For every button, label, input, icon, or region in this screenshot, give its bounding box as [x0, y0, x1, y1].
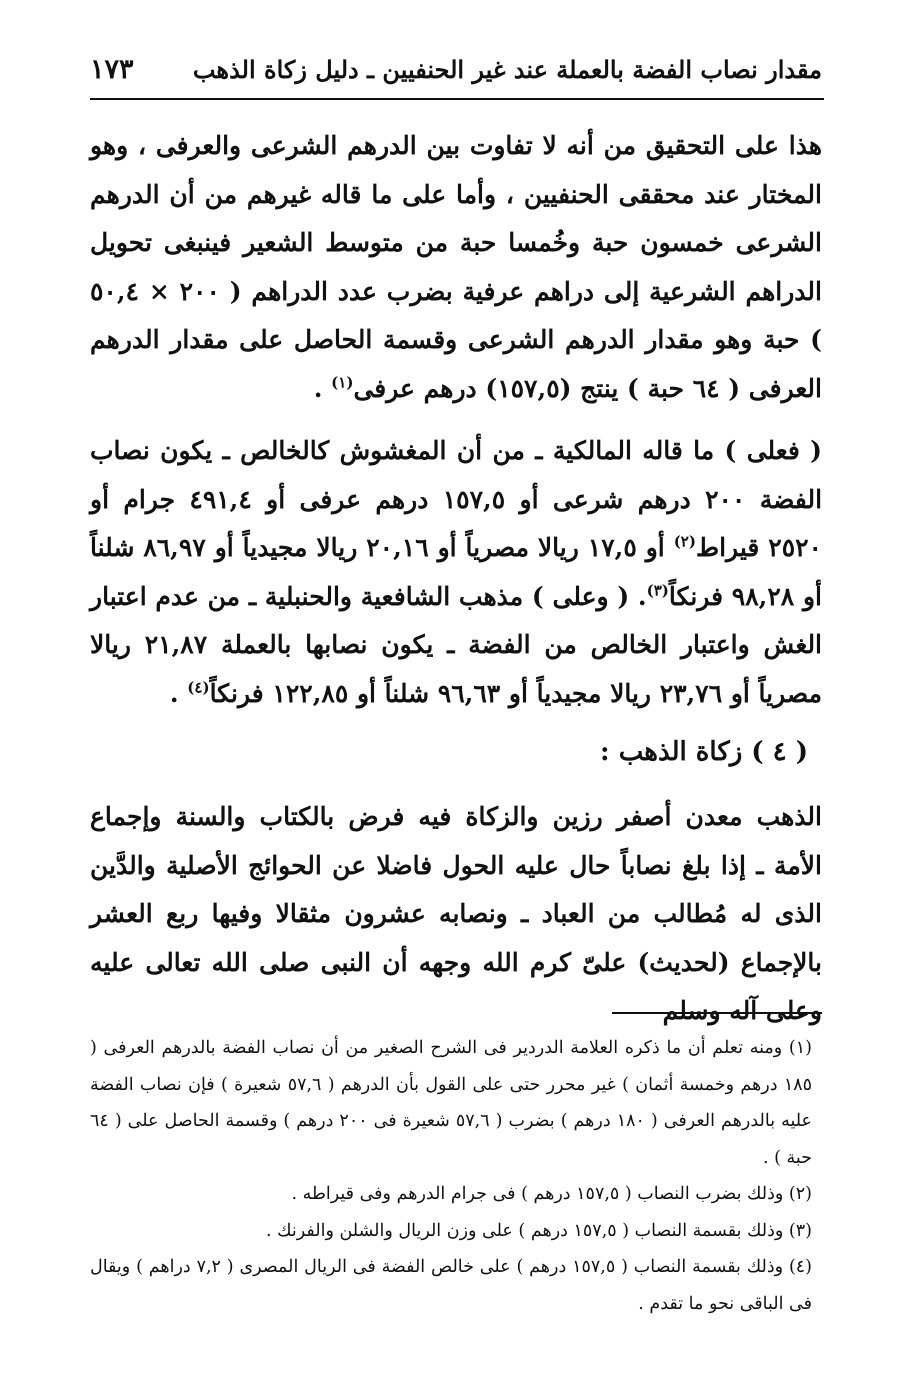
paragraph-silver-nisab [90, 427, 822, 718]
paragraph-gold-zakat [90, 793, 822, 1036]
footnote-ref-4[interactable]: (٤) [187, 678, 210, 697]
footnote-ref-3[interactable]: (٣) [646, 581, 669, 600]
footnote-3: (٣) وذلك بقسمة النصاب ( ١٥٧,٥ درهم ) على وزن الريال والشلن والفرنك . [266, 1220, 812, 1241]
paragraph-text [90, 427, 822, 718]
paragraph-body: هذا على التحقيق من أنه لا تفاوت بين الدرهم الشرعى والعرفى ، وهو المختار عند محققى الحنفيين ، وأما على ما قاله غيرهم من أن الدرهم الشرعى خمسون حبة وخُمسا حبة من متوسط الشعير فينبغى تحويل الدراهم الشرعية إلى دراهم عرفية بضرب عدد الدراهم ( ٢٠٠ × ٥٠,٤ ) حبة وهو مقدار الدرهم الشرعى وقسمة الحاصل على مقدار الدرهم العرفى ( ٦٤ حبة ) ينتج (١٥٧,٥) درهم عرفى [90, 131, 822, 403]
header-rule [90, 98, 824, 100]
header-title: مقدار نصاب الفضة بالعملة عند غير الحنفيين ـ دليل زكاة الذهب [192, 54, 822, 84]
paragraph-dirham-conversion [90, 122, 822, 413]
footnotes [90, 1030, 820, 1322]
paragraph-text: الذهب معدن أصفر رزين والزكاة فيه فرض بالكتاب والسنة وإجماع الأمة ـ إذا بلغ نصاباً حال عليه الحول فاضلا عن الحوائج الأصلية والدَّين الذى له مُطالب من العباد ـ ونصابه عشرون مثقالا وفيها ربع العشر بالإجماع (لحديث) علىّ كرم الله وجهه أن النبى صلى الله تعالى عليه وعلى آله وسلم [90, 802, 822, 1025]
paragraph-text [90, 122, 822, 413]
footnote-ref-2[interactable]: (٢) [673, 532, 696, 551]
page-number: ١٧٣ [90, 53, 134, 85]
paragraph-body-a: ( فعلى ) ما قاله المالكية ـ من أن المغشوش كالخالص ـ يكون نصاب الفضة ٢٠٠ درهم شرعى أو ١٥٧,٥ درهم عرفى أو ٤٩١,٤ جرام أو ٢٥٢٠ قيراط [90, 436, 823, 562]
footnote-separator [612, 1012, 822, 1014]
footnote-2: (٢) وذلك بضرب النصاب ( ١٥٧,٥ درهم ) فى جرام الدرهم وفى قيراطه . [291, 1184, 812, 1204]
footnote-4: (٤) وذلك بقسمة النصاب ( ١٥٧,٥ درهم ) على خالص الفضة فى الريال المصرى ( ٧,٢ دراهم ) ويقال فى الباقى نحو ما تقدم . [90, 1257, 812, 1314]
paragraph-end: . [313, 373, 332, 403]
paragraph-body-b: أو ١٧,٥ ريالا مصرياً أو ٢٠,١٦ ريالا مجيدياً أو ٨٦,٩٧ شلناً أو ٩٨,٢٨ فرنكاً [90, 533, 822, 611]
section-heading-gold-zakat: ( ٤ ) زكاة الذهب : [600, 737, 808, 767]
paragraph-end: . [169, 678, 188, 708]
footnote-ref-1[interactable]: (١) [331, 373, 354, 392]
paragraph-body-c: . ( وعلى ) مذهب الشافعية والحنبلية ـ من عدم اعتبار الغش واعتبار الخالص من الفضة ـ يكون نصابها بالعملة ٢١,٨٧ ريالا مصرياً أو ٢٣,٧٦ ريالا مجيدياً أو ٩٦,٦٣ شلناً أو ١٢٢,٨٥ فرنكاً [90, 581, 823, 708]
running-header [90, 46, 822, 92]
footnote-1: (١) ومنه تعلم أن ما ذكره العلامة الدردير فى الشرح الصغير من أن نصاب الفضة بالدرهم العرفى ( ١٨٥ درهم وخمسة أثمان ) غير محرر حتى على القول بأن الدرهم ( ٥٧,٦ شعيرة ) فإن نصاب الفضة عليه بالدرهم العرفى ( ١٨٠ درهم ) بضرب ( ٥٧,٦ شعيرة فى ٢٠٠ درهم ) وقسمة الحاصل على ( ٦٤ حبة ) . [90, 1038, 813, 1168]
